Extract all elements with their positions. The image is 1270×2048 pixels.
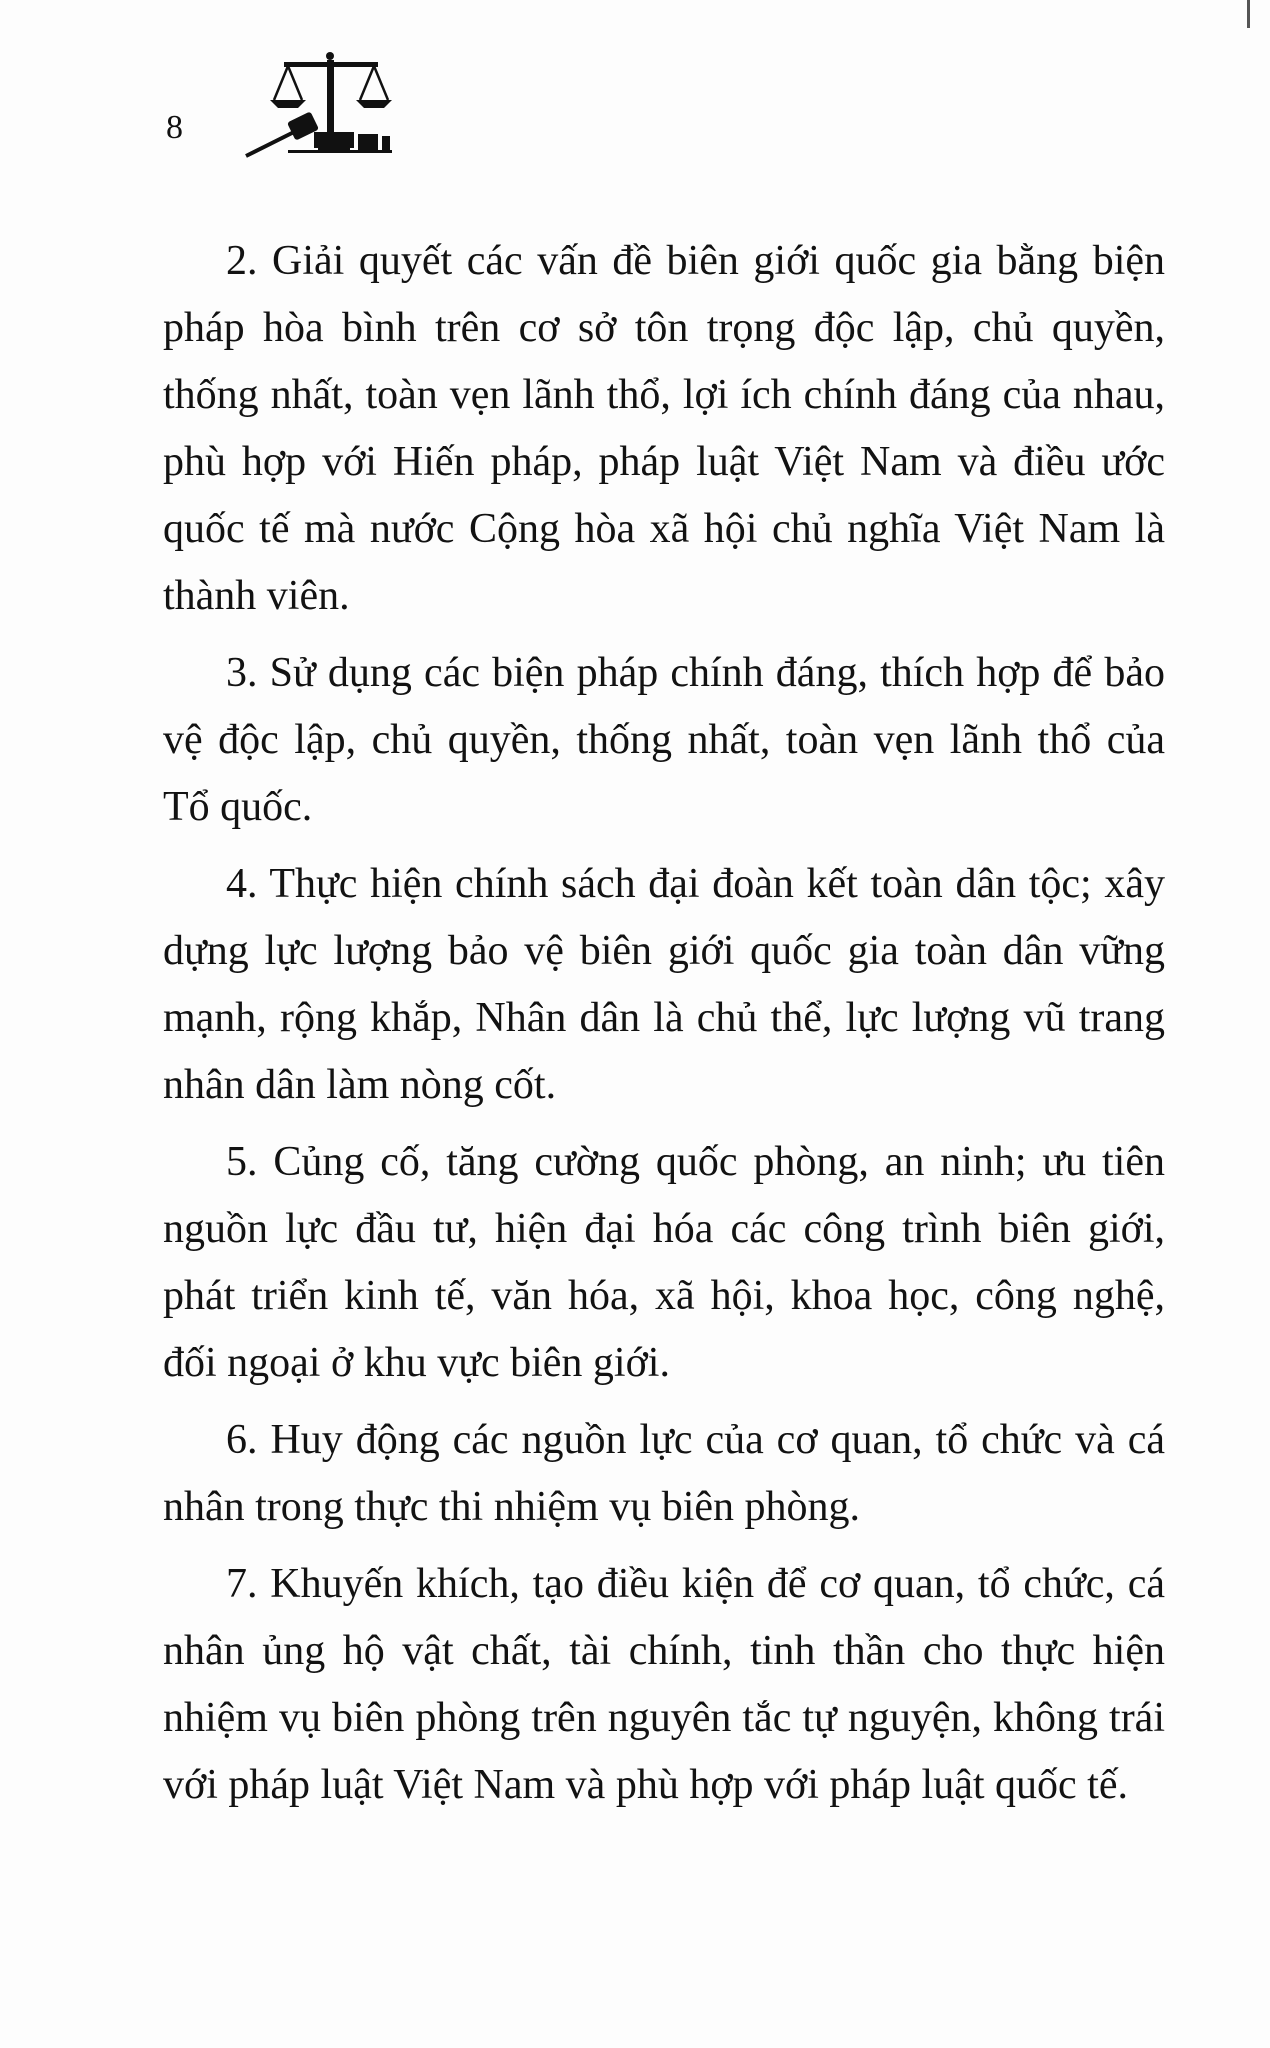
paragraph-5: 5. Củng cố, tăng cường quốc phòng, an ninh; ưu tiên nguồn lực đầu tư, hiện đại hóa các công trình biên giới, phát triển kinh tế, văn hóa, xã hội, khoa học, công nghệ, đối ngoại ở khu vực biên giới. (163, 1139, 1165, 1386)
paragraph-2: 2. Giải quyết các vấn đề biên giới quốc gia bằng biện pháp hòa bình trên cơ sở tôn trọng độc lập, chủ quyền, thống nhất, toàn vẹn lãnh thổ, lợi ích chính đáng của nhau, phù hợp với Hiến pháp, pháp luật Việt Nam và điều ước quốc tế mà nước Cộng hòa xã hội chủ nghĩa Việt Nam là thành viên. (163, 238, 1165, 619)
scales-of-justice-icon (232, 50, 412, 158)
paragraph-6: 6. Huy động các nguồn lực của cơ quan, tổ chức và cá nhân trong thực thi nhiệm vụ biên phòng. (163, 1417, 1165, 1530)
paragraph-3: 3. Sử dụng các biện pháp chính đáng, thích hợp để bảo vệ độc lập, chủ quyền, thống nhất, toàn vẹn lãnh thổ của Tổ quốc. (163, 650, 1165, 830)
paragraph-4: 4. Thực hiện chính sách đại đoàn kết toàn dân tộc; xây dựng lực lượng bảo vệ biên giới quốc gia toàn dân vững mạnh, rộng khắp, Nhân dân là chủ thể, lực lượng vũ trang nhân dân làm nòng cốt. (163, 861, 1165, 1108)
article-body (163, 228, 1165, 1829)
page-header (160, 48, 420, 158)
page-edge-mark (1247, 0, 1250, 28)
paragraph-7: 7. Khuyến khích, tạo điều kiện để cơ quan, tổ chức, cá nhân ủng hộ vật chất, tài chính, tinh thần cho thực hiện nhiệm vụ biên phòng trên nguyên tắc tự nguyện, không trái với pháp luật Việt Nam và phù hợp với pháp luật quốc tế. (163, 1561, 1165, 1808)
page-number: 8 (166, 109, 183, 146)
